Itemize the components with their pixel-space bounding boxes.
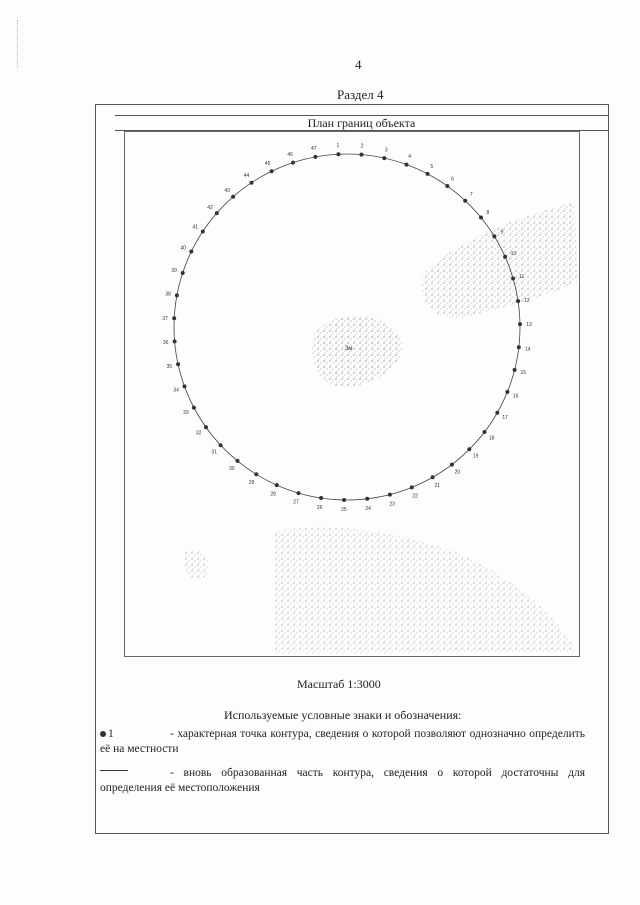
legend-point-row: [100, 727, 585, 757]
contour-point-label: 19: [472, 453, 479, 460]
contour-point-label: 46: [287, 152, 293, 159]
contour-point: [483, 430, 487, 434]
contour-point-label: 30: [229, 465, 235, 472]
contour-point-label: 7: [469, 192, 473, 199]
contour-point: [516, 299, 520, 303]
contour-point: [445, 184, 449, 188]
contour-point: [219, 443, 223, 447]
legend-line-mark: [100, 766, 170, 781]
contour-point: [192, 406, 196, 410]
contour-point: [173, 339, 177, 343]
contour-point-label: 8: [486, 209, 490, 216]
contour-point: [297, 491, 301, 495]
contour-point: [342, 498, 346, 502]
contour-point-label: 33: [183, 409, 189, 416]
contour-point: [291, 161, 295, 165]
plan-drawing: [125, 132, 580, 657]
contour-point-label: 28: [270, 491, 276, 498]
contour-point: [319, 496, 323, 500]
contour-point-label: 31: [211, 449, 217, 456]
terrain-patch-south: [275, 527, 577, 654]
contour-point: [382, 156, 386, 160]
contour-point-label: 11: [519, 274, 525, 280]
terrain-patch-center: [312, 316, 402, 388]
contour-point-label: 22: [412, 493, 418, 500]
point-marker-icon: [100, 731, 106, 737]
contour-point: [254, 472, 258, 476]
contour-point: [479, 216, 483, 220]
contour-point-label: 3: [384, 147, 388, 154]
contour-point: [236, 459, 240, 463]
contour-point-label: 21: [434, 483, 440, 490]
section-title: Раздел 4: [337, 87, 384, 102]
center-label: 3м: [345, 346, 353, 352]
contour-point: [215, 211, 219, 215]
contour-point-label: 26: [316, 504, 323, 511]
contour-point-label: 14: [525, 346, 531, 353]
contour-point-label: 35: [166, 364, 173, 371]
contour-point-label: 10: [510, 251, 517, 258]
margin-mark: [17, 20, 19, 68]
legend-line-row: [100, 766, 585, 796]
contour-point-label: 41: [192, 224, 199, 231]
contour-point-label: 24: [365, 505, 371, 512]
contour-point: [517, 345, 521, 349]
contour-point-label: 44: [243, 173, 250, 180]
contour-point: [313, 155, 317, 159]
legend-point-text: - характерная точка контура, сведения о которой позволяют однозначно определить её на местности: [100, 728, 585, 755]
contour-point-label: 38: [165, 291, 171, 298]
contour-point: [450, 463, 454, 467]
contour-point: [513, 368, 517, 372]
contour-point-label: 36: [162, 340, 169, 347]
contour-point: [275, 483, 279, 487]
contour-point-label: 45: [264, 161, 271, 168]
plan-map: [124, 131, 580, 657]
contour-point-label: 9: [500, 229, 504, 236]
contour-point: [505, 390, 509, 394]
contour-point-label: 12: [524, 297, 530, 304]
contour-point: [410, 485, 414, 489]
contour-point-label: 39: [171, 268, 177, 275]
contour-point: [511, 277, 515, 281]
contour-point-label: 47: [311, 146, 317, 153]
legend-point-mark: [100, 727, 170, 742]
contour-point-label: 17: [502, 415, 508, 422]
contour-point-label: 42: [207, 205, 213, 212]
contour-point-label: 16: [512, 393, 519, 400]
contour-point-label: 20: [454, 469, 461, 476]
contour-point: [426, 172, 430, 176]
contour-point: [463, 199, 467, 203]
contour-point: [181, 271, 185, 275]
contour-point-label: 34: [173, 387, 179, 394]
contour-point: [183, 384, 187, 388]
contour-point: [231, 195, 235, 199]
contour-point-label: 5: [430, 164, 434, 170]
legend-point-marker-label: 1: [108, 728, 114, 740]
contour-point-label: 4: [408, 154, 411, 161]
contour-point: [204, 425, 208, 429]
plan-header: [115, 115, 608, 131]
contour-point: [270, 169, 274, 173]
contour-point-label: 1: [336, 143, 340, 150]
contour-point: [336, 152, 340, 156]
contour-point: [405, 163, 409, 167]
contour-point: [176, 362, 180, 366]
scale-label: Масштаб 1:3000: [297, 677, 381, 691]
contour-point: [189, 250, 193, 254]
contour-point-label: 43: [224, 188, 230, 194]
contour-point-label: 18: [488, 435, 495, 442]
legend-line-text: - вновь образованная часть контура, сведения о которой достаточны для определения её местоположения: [100, 767, 585, 794]
contour-point-label: 25: [341, 507, 347, 513]
terrain-patch-ne: [422, 202, 577, 318]
contour-point-label: 32: [195, 430, 202, 437]
contour-point: [492, 234, 496, 238]
contour-point: [495, 411, 499, 415]
contour-point-label: 29: [248, 480, 255, 486]
contour-point: [360, 153, 364, 157]
contour-point-label: 13: [526, 322, 532, 328]
contour-point: [503, 255, 507, 259]
contour-point: [250, 181, 254, 185]
contour-point-label: 6: [451, 176, 454, 183]
contour-point: [175, 293, 179, 297]
legend-title: Используемые условные знаки и обозначения:: [224, 708, 462, 722]
plan-title: План границ объекта: [307, 116, 416, 130]
contour-point-label: 40: [180, 245, 186, 252]
page-number: 4: [355, 57, 362, 72]
contour-point: [365, 497, 369, 501]
contour-point-label: 23: [389, 501, 395, 508]
contour-point-label: 37: [162, 315, 168, 322]
contour-point: [172, 316, 176, 320]
contour-point: [388, 493, 392, 497]
contour-point-label: 27: [293, 499, 299, 506]
contour-point: [518, 322, 522, 326]
contour-point-label: 15: [520, 370, 527, 377]
contour-point: [201, 230, 205, 234]
contour-point: [467, 447, 471, 451]
contour-point-label: 2: [360, 143, 364, 150]
contour-point: [431, 475, 435, 479]
contour-line-icon: [100, 770, 128, 771]
terrain-patch-sw: [184, 549, 208, 579]
